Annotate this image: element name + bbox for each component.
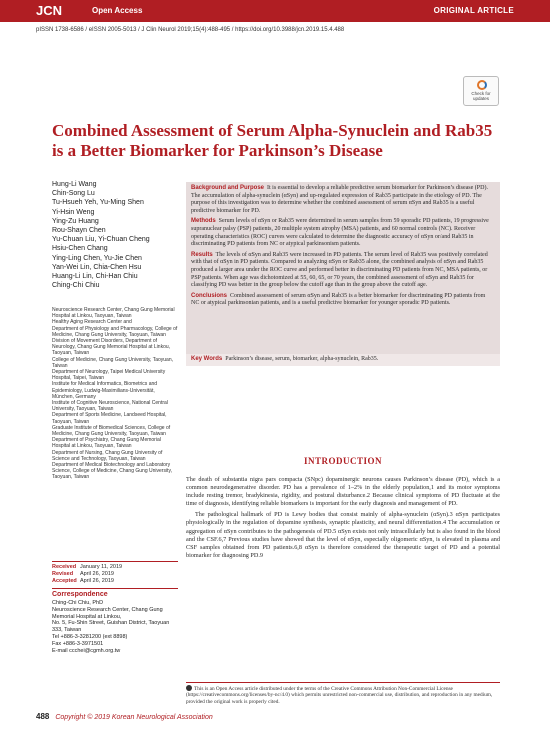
affiliation: Neuroscience Research Center, Chang Gung Memorial Hospital at Linkou, Taoyuan, Taiwan: [52, 307, 175, 320]
journal-name: JCN: [36, 3, 63, 18]
abstract-background: [191, 185, 495, 215]
abstract-section-text: It is essential to develop a reliable predictive serum biomarker for Parkinson’s disease (PD). The accumulation of alpha-synuclein (αSyn) and up-regulated expression of Rab35 participate in the etiology of PD. The purpose of this investigation was to determine whether the combined assessment of serum αSyn and Rab35 is a useful predictive biomarker for PD.: [191, 185, 488, 214]
date-value: April 26, 2019: [80, 578, 114, 584]
abstract-methods: [191, 218, 495, 248]
affiliation: Division of Movement Disorders, Department of Neurology, Chang Gung Memorial Hospital at Linkou, Taoyuan, Taiwan: [52, 338, 171, 357]
creative-commons-icon: [186, 685, 192, 691]
keywords-box: [186, 354, 500, 366]
author-list: [52, 180, 182, 290]
correspondence-line: No. 5, Fu-Shin Street, Guishan District, Taoyuan 333, Taiwan: [52, 620, 170, 634]
citation-meta-line: pISSN 1738-6586 / eISSN 2005-5013 / J Clin Neurol 2019;15(4):488-495 / https://doi.org/10.3988/jcn.2019.15.4.488: [36, 27, 345, 33]
keywords-text: Parkinson’s disease, serum, biomarker, alpha-synuclein, Rab35.: [225, 356, 379, 362]
author: Chin-Song Lu: [52, 190, 95, 198]
keywords-label: Key Words: [191, 356, 223, 362]
correspondence-line: Fax +886-3-3971501: [52, 640, 104, 647]
date-revised: [52, 571, 178, 578]
check-updates-icon: [477, 80, 487, 90]
date-label: Received: [52, 564, 77, 570]
correspondence-line: Tel +886-3-3281200 (ext 8898): [52, 633, 128, 640]
abstract-section-text: Serum levels of αSyn or Rab35 were determined in serum samples from 59 sporadic PD patients, 19 progressive supranuclear palsy (PSP) patients, 20 multiple system atrophy (MSA) patients, and 60 normal controls (NC). Receiver operating characteristics (ROC) curves were calculated to determine the diagnostic accuracy of αSyn or/and Rab35 in discriminating PD patients from NC or atypical parkinsonism patients.: [191, 218, 489, 248]
affiliation: Department of Physiology and Pharmacology, College of Medicine, Chang Gung University, Taoyuan, Taiwan: [52, 325, 178, 338]
license-text: This is an Open Access article distributed under the terms of the Creative Commons Attribution Non-Commercial License (https://creativecommons.org/licenses/by-nc/4.0) which permits unrestricted non-commercial use, distribution, and reproduction in any medium, provided the original work is properly cited.: [186, 686, 493, 705]
abstract-section-label: Methods: [191, 218, 216, 225]
badge-line-2: updates: [472, 96, 489, 101]
affiliation: Department of Nursing, Chang Gung University of Science and Technology, Taoyuan, Taiwan: [52, 449, 163, 462]
date-received: [52, 564, 178, 571]
affiliation: Institute of Cognitive Neuroscience, National Central University, Taoyuan, Taiwan: [52, 400, 168, 413]
correspondence-line: Ching-Chi Chiu, PhD: [52, 600, 104, 606]
journal-header-bar: [0, 0, 550, 22]
affiliation: College of Medicine, Chang Gung University, Taoyuan, Taiwan: [52, 356, 173, 369]
date-label: Accepted: [52, 578, 77, 584]
date-value: January 11, 2019: [80, 564, 123, 570]
date-label: Revised: [52, 571, 74, 577]
abstract-section-label: Conclusions: [191, 292, 228, 299]
article-title: Combined Assessment of Serum Alpha-Synuclein and Rab35 is a Better Biomarker for Parkinson’s Disease: [52, 121, 493, 160]
body-paragraph: The death of substantia nigra pars compacta (SNpc) dopaminergic neurons causes Parkinson’s disease (PD), which is a common neurodegenerative disorder. PD has a prevalence of 1–2% in the elderly population,1 and its motor symptoms include resting tremor, bradykinesia, rigidity, and postural disturbance.2 Because clinical symptoms of PD fluctuate at the time of diagnosis, identifying reliable biomarkers is important for the early diagnosis and management of PD.: [186, 476, 500, 508]
author: Hsiu-Chen Chang: [52, 245, 108, 253]
badge-line-1: Check for: [471, 91, 491, 96]
body-paragraph: The pathological hallmark of PD is Lewy bodies that consist mainly of alpha-synuclein (αSyn).3 αSyn participates physiologically in the regulation of dopamine synthesis, synaptic plasticity, and neural differentiation.4 The accumulation or aggregation of αSyn contributes to the pathogenesis of PD.5 αSyn exists not only intracellularly but is also found in the blood and the CSF.6,7 Previous studies have showed that the level of αSyn, especially oligomeric αSyn, is elevated in plasma and CSF samples obtained from PD patients.6,8 αSyn is therefore considered the therapeutic target of PD and a potential biomarker for diagnosing PD.9: [186, 511, 500, 559]
author: Yu-Chuan Liu, Yi-Chuan Cheng: [52, 236, 150, 244]
affiliation: Department of Psychiatry, Chang Gung Memorial Hospital at Linkou, Taoyuan, Taiwan: [52, 437, 161, 450]
abstract-section-label: Results: [191, 251, 213, 258]
page-number: 488: [36, 712, 50, 721]
introduction-heading: INTRODUCTION: [303, 456, 382, 466]
correspondence-email[interactable]: E-mail ccchei@cgmh.org.tw: [52, 647, 121, 654]
author: Ching-Chi Chiu: [52, 282, 100, 290]
article-dates: [52, 561, 178, 585]
correspondence-line: Neuroscience Research Center, Chang Gung Memorial Hospital at Linkou,: [52, 606, 163, 620]
affiliation: Department of Neurology, Taipei Medical University Hospital, Taipei, Taiwan: [52, 369, 166, 382]
open-access-label: Open Access: [92, 6, 143, 15]
abstract-results: [191, 252, 495, 290]
affiliation: Department of Sports Medicine, Landseed Hospital, Taoyuan, Taiwan: [52, 412, 167, 425]
page-footer: [36, 712, 213, 721]
affiliation: Graduate Institute of Biomedical Sciences, College of Medicine, Chang Gung University, Taoyuan, Taiwan: [52, 424, 171, 438]
author: Yi-Hsin Weng: [52, 208, 95, 216]
abstract-section-label: Background and Purpose: [191, 185, 265, 191]
author: Tu-Hsueh Yeh, Yu-Ming Shen: [52, 199, 144, 207]
article-type-label: ORIGINAL ARTICLE: [433, 6, 514, 15]
author: Yan-Wei Lin, Chia-Chen Hsu: [52, 263, 142, 271]
author: Huang-Li Lin, Chi-Han Chiu: [52, 273, 138, 281]
affiliation: Department of Medical Biotechnology and Laboratory Science, College of Medicine, Chang Gung University, Taoyuan, Taiwan: [52, 462, 172, 481]
abstract-section-text: The levels of αSyn and Rab35 were increased in PD patients. The serum level of Rab35 was positively correlated with that of αSyn in PD patients. Compared to analyzing αSyn or Rab35 alone, the combined analysis of αSyn and Rab35 produced a larger area under the ROC curve and performed better in discriminating PD patients from NC, MSA patients, or PSP patients. When age was dichotomized at 55, 60, 65, or 70 years, the combined assessment of αSyn and Rab35 for classifying PD was better in the group below the cutoff age than in the group above the cutoff age.: [191, 251, 488, 289]
correspondence-block: [52, 600, 178, 654]
author: Hung-Li Wang: [52, 181, 97, 188]
introduction-body: [186, 476, 500, 563]
abstract-section-text: Combined assessment of serum αSyn and Rab35 is a better biomarker for discriminating PD patients from NC or atypical parkinsonian patients, and is a useful predictive biomarker for younger sporadic PD patients.: [191, 292, 486, 307]
affiliation: Institute for Medical Informatics, Biometrics and Epidemiology, Ludwig-Maximilians-Universität, München, Germany: [52, 381, 158, 400]
author: Ying-Ling Chen, Yu-Jie Chen: [52, 254, 142, 262]
license-note: [186, 682, 500, 705]
author: Rou-Shayn Chen: [52, 227, 106, 235]
date-value: April 26, 2019: [80, 571, 114, 577]
abstract-conclusions: [191, 293, 495, 308]
abstract-box: [186, 182, 500, 354]
correspondence-heading: Correspondence: [52, 588, 178, 598]
check-for-updates-badge[interactable]: [463, 76, 499, 106]
affiliation: Healthy Aging Research Center and: [52, 319, 132, 326]
affiliation-list: [52, 307, 178, 481]
copyright-text: Copyright © 2019 Korean Neurological Association: [55, 714, 213, 721]
date-accepted: [52, 578, 178, 585]
author: Ying-Zu Huang: [52, 217, 99, 225]
